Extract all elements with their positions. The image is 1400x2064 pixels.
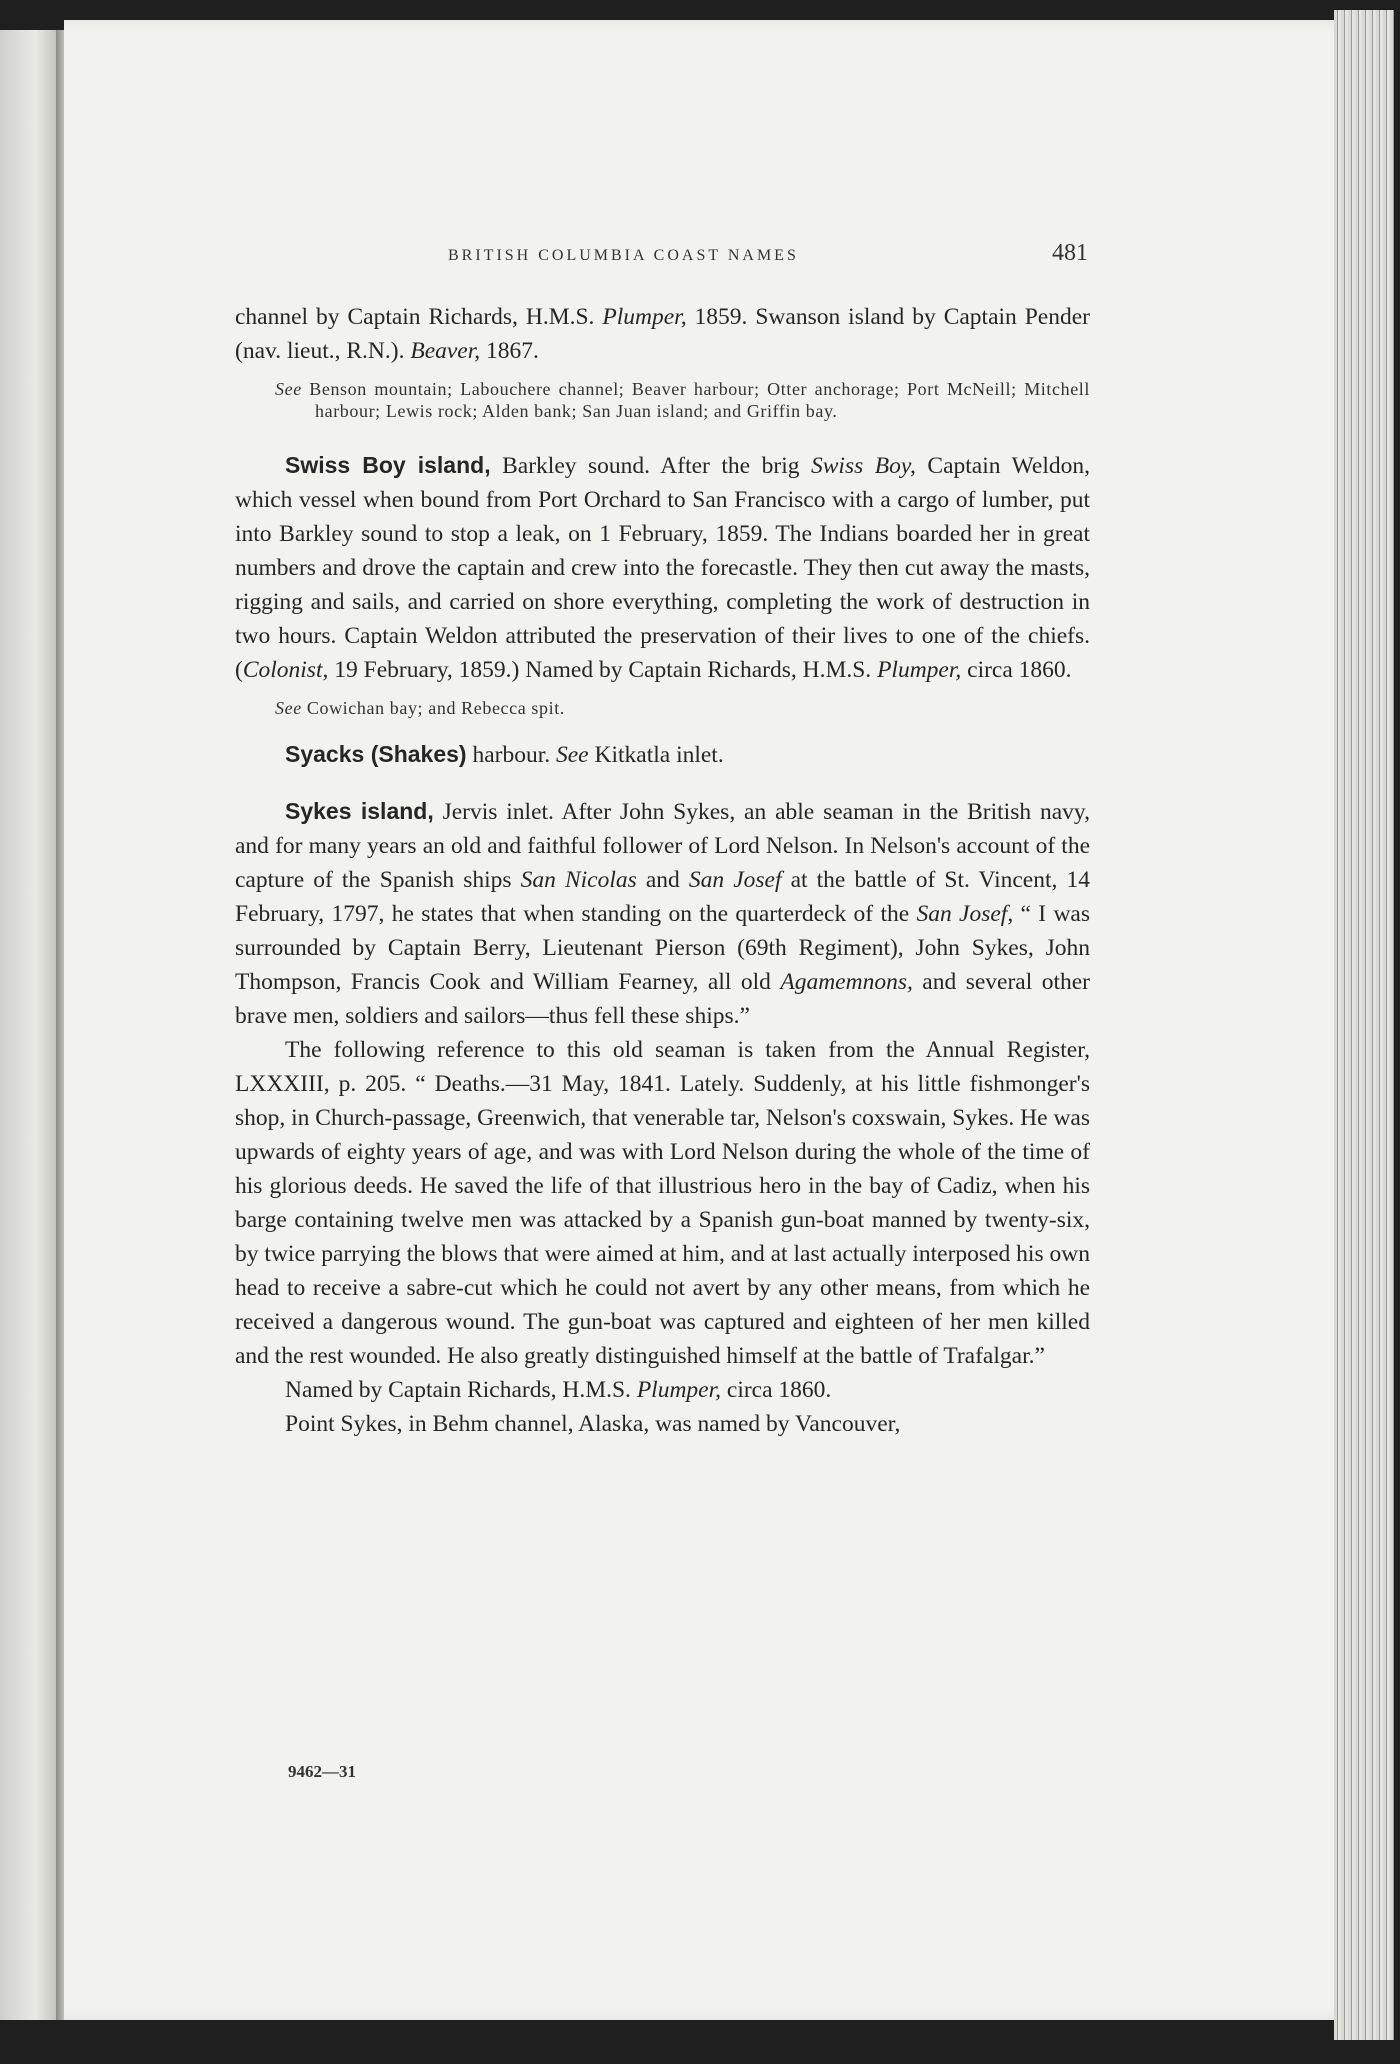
source-name: Colonist, bbox=[242, 657, 329, 683]
text: 1867. bbox=[480, 338, 539, 364]
running-title: BRITISH COLUMBIA COAST NAMES bbox=[448, 247, 799, 264]
ship-name: San Josef bbox=[688, 867, 782, 893]
entry-heading: Syacks (Shakes) bbox=[285, 741, 467, 767]
text: Jervis inlet. After John Sykes, an able seaman in the British navy, and for many years an old and faithful follower of Lord Nelson. In Nelson's account of the capture of the Spanish ships bbox=[235, 799, 1090, 893]
text: and several other brave men, soldiers and sailors—thus fell these ships.” bbox=[235, 969, 1090, 1029]
sykes-named-by-paragraph bbox=[235, 1373, 1090, 1407]
text: channel by Captain Richards, H.M.S. bbox=[235, 304, 603, 330]
see-text: Cowichan bay; and Rebecca spit. bbox=[301, 698, 565, 718]
text: Kitkatla inlet. bbox=[588, 742, 724, 768]
ship-name: San Josef, bbox=[916, 901, 1014, 927]
text: Named by Captain Richards, H.M.S. bbox=[285, 1377, 637, 1403]
ship-name: San Nicolas bbox=[520, 867, 637, 893]
page-number: 481 bbox=[1052, 240, 1088, 266]
point-sykes-paragraph: Point Sykes, in Behm channel, Alaska, was named by Vancouver, bbox=[285, 1411, 901, 1437]
text: Barkley sound. After the brig bbox=[490, 453, 811, 479]
continuation-paragraph bbox=[235, 300, 1090, 368]
page-stack-edge bbox=[1334, 10, 1394, 2040]
see-text: Benson mountain; Labouchere channel; Beaver harbour; Otter anchorage; Port McNeill; Mitchell harbour; Lewis rock; Alden bank; San Juan island; and Griffin bay. bbox=[301, 379, 1090, 421]
entry-swiss-boy-island bbox=[235, 448, 1090, 687]
see-label: See bbox=[556, 742, 589, 768]
ship-name: Swiss Boy, bbox=[811, 453, 916, 479]
running-head bbox=[448, 240, 1088, 267]
sykes-annual-register-paragraph: The following reference to this old seaman is taken from the Annual Register, LXXXIII, p. 205. “ Deaths.—31 May, 1841. Lately. Suddenly, at his little fishmonger's shop, in Church-passage, Greenwich, that venerable tar, Nelson's coxswain, Sykes. He was upwards of eighty years of age, and was with Lord Nelson during the whole of the time of his glorious deeds. He saved the life of that illustrious hero in the bay of Cadiz, when his barge containing twelve men was attacked by a Spanish gun-boat manned by twenty-six, by twice parrying the blows that were aimed at him, and at last actually interposed his own head to receive a sabre-cut which he could not avert by any other means, from which he received a dangerous wound. The gun-boat was captured and eighteen of her men killed and the rest wounded. He also greatly distinguished himself at the battle of Trafalgar.” bbox=[235, 1037, 1090, 1369]
ship-name: Plumper, bbox=[636, 1377, 722, 1403]
text: and bbox=[636, 867, 689, 893]
text: 19 February, 1859.) Named by Captain Richards, H.M.S. bbox=[328, 657, 878, 683]
see-also-reference bbox=[275, 378, 1090, 422]
entry-heading: Swiss Boy island, bbox=[285, 452, 491, 478]
text: Captain Weldon, which vessel when bound from Port Orchard to San Francisco with a cargo of lumber, put into Barkley sound to stop a leak, on 1 February, 1859. The Indians boarded her in great numbers and drove the captain and crew into the forecastle. They then cut away the masts, rigging and sails, and carried on shore everything, completing the work of destruction in two hours. Captain Weldon attributed the preservation of their lives to one of the chiefs. ( bbox=[235, 453, 1090, 683]
text: circa 1860. bbox=[721, 1377, 832, 1403]
ship-name: Plumper, bbox=[877, 657, 962, 683]
printer-signature: 9462—31 bbox=[288, 1762, 356, 1781]
text: at the battle of St. Vincent, 14 February, 1797, he states that when standing on the quarterdeck of the bbox=[235, 867, 1090, 927]
see-label: See bbox=[275, 698, 302, 718]
entry-syacks-harbour bbox=[235, 737, 1090, 772]
page-content bbox=[235, 300, 1090, 1441]
see-also-reference bbox=[275, 697, 1090, 719]
see-label: See bbox=[275, 379, 302, 399]
text: “ I was surrounded by Captain Berry, Lieutenant Pierson (69th Regiment), John Sykes, John Thompson, Francis Cook and William Fearney, all old bbox=[235, 901, 1090, 995]
text: 1859. Swanson island by Captain Pender (nav. lieut., R.N.). bbox=[235, 304, 1090, 364]
facing-page-edge bbox=[0, 30, 60, 2020]
entry-heading: Sykes island, bbox=[285, 798, 434, 824]
text: harbour. bbox=[466, 742, 556, 768]
text: circa 1860. bbox=[961, 657, 1072, 683]
entry-sykes-island bbox=[235, 794, 1090, 1033]
ship-name: Plumper, bbox=[602, 304, 687, 330]
ship-name: Beaver, bbox=[410, 338, 481, 364]
ship-name: Agamemnons, bbox=[780, 969, 913, 995]
